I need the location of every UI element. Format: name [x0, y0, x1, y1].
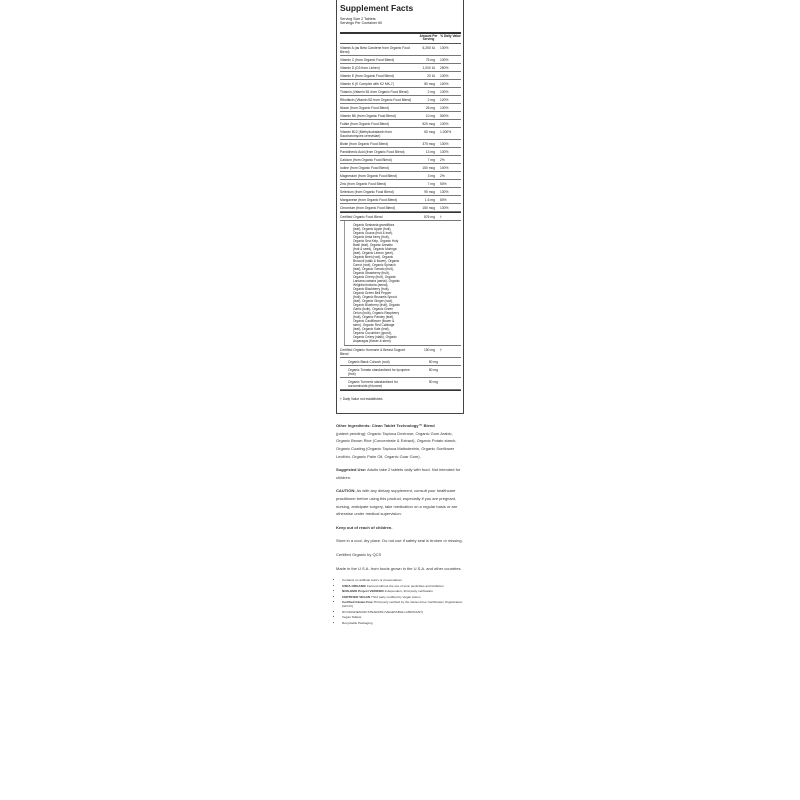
nutrient-amount: 3 mg: [414, 172, 437, 180]
blend1-name: Certified Organic Food Blend: [340, 213, 414, 221]
blend2-table: [340, 346, 461, 358]
serving-size: Serving Size 2 Tablets: [340, 17, 376, 21]
blend2-item-amount: 50 mg: [428, 379, 438, 384]
nutrient-row: [340, 204, 461, 212]
feature-item-bold: NON-GMO Project VERIFIED: [342, 589, 384, 594]
nutrient-table: [340, 44, 461, 212]
nutrient-row: [340, 164, 461, 172]
nutrient-dv: 130%: [437, 140, 461, 148]
nutrient-name: Pantothenic Acid (from Organic Food Blend): [340, 148, 414, 156]
nutrient-row: [340, 88, 461, 96]
nutrient-name: Biotin (from Organic Food Blend): [340, 140, 414, 148]
nutrient-row: [340, 80, 461, 88]
nutrient-amount: 26 mg: [414, 104, 437, 112]
blend2-item-amount: 50 mg: [428, 359, 438, 364]
nutrient-amount: 80 mcg: [414, 80, 437, 88]
nutrient-name: Vitamin A (as Beta Carotene from Organic Food Blend): [340, 44, 414, 56]
feature-item: [342, 589, 464, 593]
ingredient-line: Asparagus (flower & stem): [353, 339, 391, 344]
feature-item-text: Recyclable Packaging: [342, 620, 373, 625]
nutrient-dv: 80%: [437, 196, 461, 204]
nutrient-amount: 520 mcg: [414, 120, 437, 128]
nutrient-name: Calcium (from Organic Food Blend): [340, 156, 414, 164]
nutrient-dv: 250%: [437, 64, 461, 72]
ingredient-line: Organic Cauliflower (flower &: [353, 319, 395, 324]
ingredient-line: Organic Sea Kelp, Organic Holy: [353, 239, 399, 244]
nutrient-amount: 2 mg: [414, 88, 437, 96]
nutrient-amount: 13 mg: [414, 148, 437, 156]
ingredient-line: (fruit), Organic Parsley (leaf),: [353, 315, 394, 320]
nutrient-dv: 130%: [437, 72, 461, 80]
nutrient-row: [340, 104, 461, 112]
blend1-dv: †: [437, 213, 461, 221]
nutrient-dv: 100%: [437, 80, 461, 88]
nutrient-row: [340, 44, 461, 56]
blend2-row: [340, 346, 461, 358]
ingredient-line: Onion (bulb), Organic Raspberry: [353, 311, 400, 316]
nutrient-row: [340, 120, 461, 128]
blend2-name: Certified Organic Hormone & Breast Support Blend: [340, 346, 414, 358]
nutrient-name: Iodine (from Organic Food Blend): [340, 164, 414, 172]
nutrient-dv: 100%: [437, 164, 461, 172]
nutrient-dv: 120%: [437, 96, 461, 104]
caution: [336, 487, 464, 517]
ingredient-line: Organic Celery (stalk), Organic: [353, 335, 397, 340]
nutrient-amount: 20 IU: [414, 72, 437, 80]
nutrient-amount: 6,250 IU: [414, 44, 437, 56]
nutrient-row: [340, 56, 461, 64]
feature-item-text: Vegan Tablets: [342, 615, 362, 620]
ingredient-line: (leaf), Organic Ginger (root),: [353, 299, 394, 304]
feature-item-text: Farmed without the use of toxic pesticides and fertilizers: [366, 583, 444, 588]
feature-item: [342, 584, 464, 588]
nutrient-row: [340, 148, 461, 156]
ingredient-line: stem), Organic Red Cabbage: [353, 323, 395, 328]
nutrient-dv: 50%: [437, 180, 461, 188]
ingredient-line: Lantana camara (aerial), Organic: [353, 279, 400, 284]
nutrient-dv: 2%: [437, 156, 461, 164]
blend2-amount: 150 mg: [414, 346, 437, 358]
ingredient-line: Basil (leaf), Organic Annatto: [353, 243, 393, 248]
ingredient-line: Organic Sesbania grandiflora: [353, 223, 395, 228]
made-in-text: Made in the U.S.A. from foods grown in the U.S.A. and other countries.: [336, 565, 462, 571]
nutrient-dv: 130%: [437, 148, 461, 156]
nutrient-row: [340, 188, 461, 196]
blend2-item-row: [340, 366, 461, 378]
daily-value-footnote: † Daily Value not established.: [340, 390, 461, 411]
nutrient-row: [340, 172, 461, 180]
feature-item-text: Third party certified by Vegan Action: [370, 594, 421, 599]
ingredient-line: Organic Beet (root), Organic: [353, 255, 394, 260]
nutrient-dv: 130%: [437, 56, 461, 64]
nutrient-dv: 130%: [437, 44, 461, 56]
ingredient-line: (leaf), Organic Apple (fruit),: [353, 227, 392, 232]
feature-item-bold: CERTIFIED VEGAN: [342, 594, 371, 599]
other-ingredients: [336, 422, 464, 460]
other-ingredients-text: (patent pending): Organic Tapioca Dextrose, Organic Gum Arabic, Organic Brown Rice (Concentrate & Extract), Organic Potato starch, Organic Coating (Organic Tapioca Maltodextrin, Organic Sunflower Lecithin, Organic Palm Oil, Organic Guar Gum).: [336, 430, 457, 459]
nutrient-row: [340, 72, 461, 80]
caution-label: CAUTION:: [336, 488, 356, 494]
blend2-items: [340, 358, 461, 390]
blend2-item-amount: 50 mg: [428, 367, 438, 372]
nutrient-row: [340, 196, 461, 204]
other-ingredients-label: Other Ingredients: Clean Tablet Technology™ Blend: [336, 423, 435, 429]
ingredient-line: Organic Cucumber (gourd),: [353, 331, 392, 336]
suggested-use: [336, 466, 464, 481]
ingredient-line: (leaf), Organic Lemon (peel),: [353, 251, 394, 256]
nutrient-dv: 130%: [437, 88, 461, 96]
blend2-item-name: Organic Tomato standardized for lycopene (fruit): [348, 367, 410, 376]
nutrient-amount: 150 mcg: [414, 204, 437, 212]
ingredient-line: (fruit & seed), Organic Moringa: [353, 247, 397, 252]
nutrient-row: [340, 64, 461, 72]
nutrient-name: Vitamin B12 (Methylcobalamin from Saccharomyces cerevisiae): [340, 128, 414, 140]
keep-out-text: Keep out of reach of children.: [336, 524, 393, 530]
blend2-dv: †: [437, 346, 461, 358]
ingredient-line: Organic Guava (fruit & leaf),: [353, 231, 393, 236]
feature-item-text: Contains no artificial colors or preservatives: [342, 578, 402, 583]
nutrient-amount: 150 mcg: [414, 164, 437, 172]
feature-item-bold: USDA ORGANIC: [342, 583, 367, 588]
ingredient-line: Organic Strawberry (fruit),: [353, 271, 390, 276]
nutrient-name: Selenium (from Organic Food Blend): [340, 188, 414, 196]
keep-out-of-reach: [336, 524, 464, 532]
blend1-amount: 876 mg: [414, 213, 437, 221]
servings-per-container: Servings Per Container 60: [340, 21, 383, 26]
nutrient-name: Vitamin D (D3 from Lichen): [340, 64, 414, 72]
ingredient-line: Organic Blackberry (fruit),: [353, 287, 390, 292]
nutrient-amount: 1.6 mg: [414, 196, 437, 204]
ingredient-line: Garlic (bulb), Organic Green: [353, 307, 394, 312]
nutrient-name: Niacin (from Organic Food Blend): [340, 104, 414, 112]
label-text: [336, 414, 464, 625]
ingredient-line: Carrot (root), Organic Spinach: [353, 263, 396, 268]
nutrient-amount: 1,000 IU: [414, 64, 437, 72]
ingredient-line: (leaf), Organic Tomato (fruit),: [353, 267, 394, 272]
nutrient-amount: 2 mg: [414, 96, 437, 104]
facts-column-header: [340, 32, 461, 45]
nutrient-name: Folate (from Organic Food Blend): [340, 120, 414, 128]
blend1-row: [340, 213, 461, 221]
nutrient-name: Magnesium (from Organic Food Blend): [340, 172, 414, 180]
dv-column-header: % Daily Value: [440, 33, 461, 38]
nutrient-amount: 7 mg: [414, 156, 437, 164]
nutrient-name: Chromium (from Organic Food Blend): [340, 204, 414, 212]
nutrient-amount: 7 mg: [414, 180, 437, 188]
blend2-item-row: [340, 378, 461, 390]
ingredient-line: Organic Blueberry (fruit), Organic: [353, 303, 400, 308]
nutrient-row: [340, 112, 461, 120]
suggested-use-label: Suggested Use:: [336, 467, 367, 473]
nutrient-row: [340, 96, 461, 104]
nutrient-name: Vitamin E (from Organic Food Blend): [340, 72, 414, 80]
feature-item: [342, 615, 464, 619]
facts-title: Supplement Facts: [340, 3, 414, 13]
nutrient-name: Manganese (from Organic Food Blend): [340, 196, 414, 204]
nutrient-row: [340, 180, 461, 188]
nutrient-amount: 375 mcg: [414, 140, 437, 148]
feature-item-bold: Certified Gluten-Free: [342, 600, 373, 605]
nutrient-name: Vitamin B6 (from Organic Food Blend): [340, 112, 414, 120]
nutrient-row: [340, 140, 461, 148]
nutrient-name: Zinc (from Organic Food Blend): [340, 180, 414, 188]
nutrient-name: Thiamin (Vitamin B1 from Organic Food Blend): [340, 88, 414, 96]
blend2-item-row: [340, 358, 461, 366]
feature-item-text: NO MAGNESIUM STEARATE (VEGETABLE LUBRICANT): [342, 609, 424, 614]
nutrient-amount: 75 mg: [414, 56, 437, 64]
ingredient-line: Organic Cherry (fruit), Organic: [353, 275, 396, 280]
ingredient-line: Organic Green Bell Pepper: [353, 291, 392, 296]
supplement-facts-panel: [336, 0, 464, 414]
suggested-use-text: Adults take 2 tablets daily with food. Not intended for children.: [336, 467, 461, 480]
storage-text: Store in a cool, dry place. Do not use if safety seal is broken or missing.: [336, 538, 463, 544]
feature-item: [342, 600, 464, 608]
blend2-item-name: Organic Black Cohosh (root): [348, 359, 390, 364]
feature-list: [336, 578, 464, 625]
nutrient-dv: 130%: [437, 204, 461, 212]
feature-item: [342, 610, 464, 614]
feature-item: [342, 578, 464, 582]
caution-text: As with any dietary supplement, consult your healthcare practitioner before using this product, especially if you are pregnant, nursing, anticipate surgery, take medication on a regular basis or are otherwise under medical supervision.: [336, 488, 458, 517]
ingredient-line: Organic Amla berry (fruit),: [353, 235, 390, 240]
supplement-label: [336, 0, 464, 626]
nutrient-name: Vitamin C (from Organic Food Blend): [340, 56, 414, 64]
ingredient-line: (fruit), Organic Brussels Sprout: [353, 295, 397, 300]
feature-item: [342, 595, 464, 599]
nutrient-dv: 500%: [437, 112, 461, 120]
nutrient-dv: 1,000%: [437, 128, 461, 140]
nutrient-dv: 130%: [437, 120, 461, 128]
feature-item: [342, 621, 464, 625]
nutrient-dv: 130%: [437, 188, 461, 196]
nutrient-amount: 90 mcg: [414, 188, 437, 196]
feature-item-text: Independent, third party verification: [383, 589, 433, 594]
ingredient-line: (leaf), Organic Kale (leaf),: [353, 327, 390, 332]
amount-column-header: Amount Per Serving: [419, 33, 438, 42]
blend1-table: [340, 212, 461, 221]
certified-text: Certified Organic by QCS: [336, 551, 382, 557]
blend1-ingredients: [344, 221, 461, 346]
feature-item-text: Third party certified by the Gluten-Free Certification Organization (GFCO): [342, 600, 463, 609]
ingredient-line: Broccoli (stalk & flower), Organic: [353, 259, 400, 264]
blend2-item-name: Organic Turmeric standardized for curcuminoids (rhizome): [348, 379, 398, 388]
ingredient-line: Wrightia tinctoria (aerial),: [353, 283, 389, 288]
nutrient-name: Vitamin K (K Complex with K2 MK-7): [340, 80, 414, 88]
nutrient-dv: 130%: [437, 104, 461, 112]
nutrient-row: [340, 156, 461, 164]
nutrient-name: Riboflavin (Vitamin B2 from Organic Food Blend): [340, 96, 414, 104]
nutrient-row: [340, 128, 461, 140]
nutrient-dv: 2%: [437, 172, 461, 180]
nutrient-amount: 60 mcg: [414, 128, 437, 140]
nutrient-amount: 10 mg: [414, 112, 437, 120]
